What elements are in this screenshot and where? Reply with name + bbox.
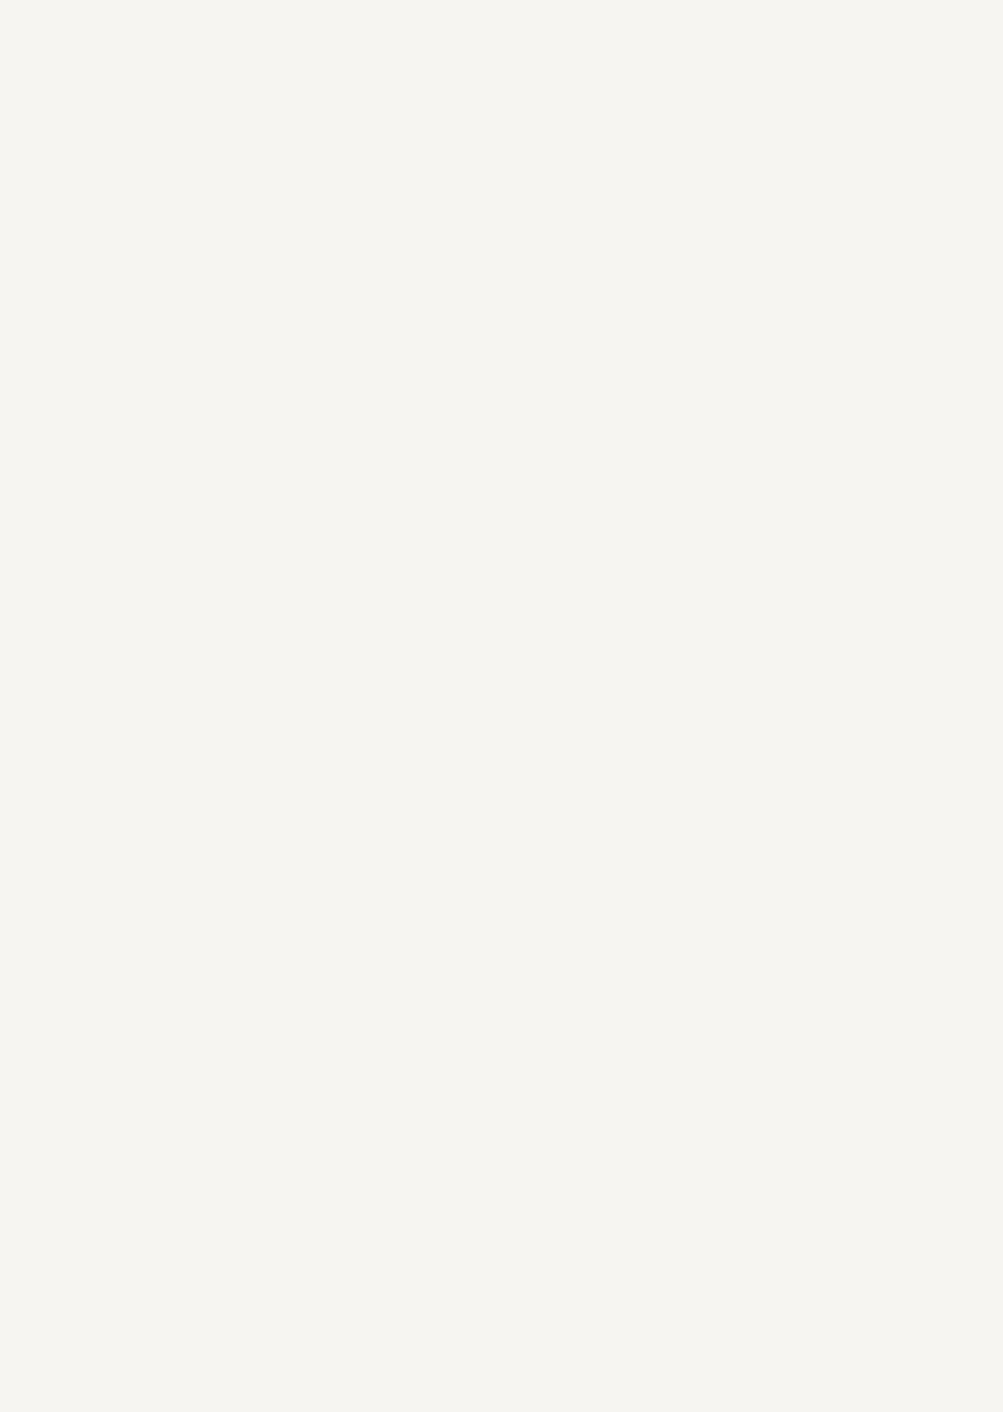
bottom-text-block bbox=[60, 690, 890, 1370]
top-text-block bbox=[60, 72, 890, 682]
